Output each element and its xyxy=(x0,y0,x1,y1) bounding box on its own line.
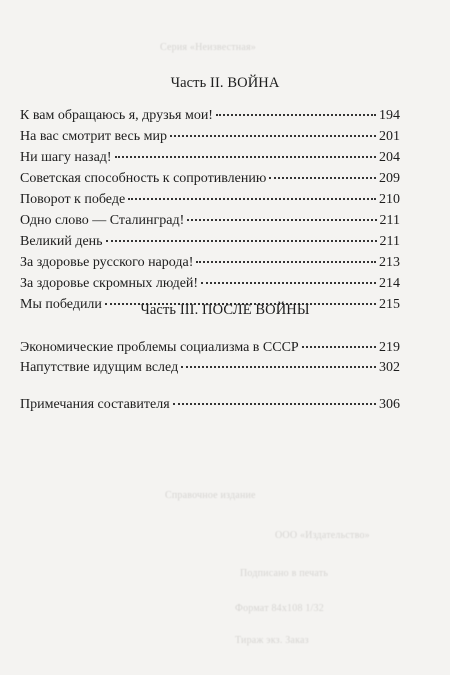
bleed-through-top: Серия «Неизвестная» xyxy=(160,42,256,53)
toc-entry-title: Экономические проблемы социализма в СССР xyxy=(20,340,299,355)
toc-entry-title: Одно слово — Сталинград! xyxy=(20,213,185,228)
toc-entry-title: Великий день xyxy=(20,234,103,249)
toc-entry-page: 214 xyxy=(379,276,400,291)
toc-entry-title: За здоровье скромных людей! xyxy=(20,276,199,291)
leader-dots xyxy=(302,345,376,348)
toc-entry-page: 201 xyxy=(379,129,400,144)
leader-dots xyxy=(115,155,376,158)
leader-dots xyxy=(106,239,377,242)
part-heading: Часть II. ВОЙНА xyxy=(170,75,280,91)
bleed-through-line: Справочное издание xyxy=(165,490,256,501)
toc-entry[interactable] xyxy=(20,253,400,273)
toc-entry-page: 219 xyxy=(379,340,400,355)
part-heading: Часть III. ПОСЛЕ ВОЙНЫ xyxy=(140,302,310,318)
toc-entry-title: Ни шагу назад! xyxy=(20,150,112,165)
toc-entry[interactable] xyxy=(20,338,400,358)
leader-dots xyxy=(269,176,376,179)
toc-entry[interactable] xyxy=(20,358,400,378)
toc-entry-title: За здоровье русского народа! xyxy=(20,255,194,270)
toc-entry-title: Советская способность к сопротивлению xyxy=(20,171,267,186)
toc-entry[interactable] xyxy=(20,148,400,168)
toc-entry-page: 302 xyxy=(379,360,400,375)
bleed-through-line: Подписано в печать xyxy=(240,568,329,579)
toc-entry[interactable] xyxy=(20,211,400,231)
toc-entry-page: 210 xyxy=(379,192,400,207)
toc-entry-title: Примечания составителя xyxy=(20,397,170,412)
toc-entry[interactable] xyxy=(20,106,400,126)
bleed-through-line: ООО «Издательство» xyxy=(275,530,370,541)
leader-dots xyxy=(181,365,376,368)
bleed-through-line: Тираж экз. Заказ xyxy=(235,635,309,646)
toc-entry[interactable] xyxy=(20,127,400,147)
leader-dots xyxy=(173,402,376,405)
toc-entry-page: 204 xyxy=(379,150,400,165)
toc-entry-title: Поворот к победе xyxy=(20,192,126,207)
toc-entry-page: 213 xyxy=(379,255,400,270)
toc-entry-page: 215 xyxy=(379,297,400,312)
toc-entry-appendix[interactable] xyxy=(20,395,400,415)
toc-entry[interactable] xyxy=(20,169,400,189)
toc-entry-page: 209 xyxy=(379,171,400,186)
leader-dots xyxy=(201,281,376,284)
leader-dots xyxy=(216,113,376,116)
toc-entry[interactable] xyxy=(20,190,400,210)
toc-entry-title: К вам обращаюсь я, друзья мои! xyxy=(20,108,213,123)
leader-dots xyxy=(170,134,376,137)
leader-dots xyxy=(128,197,376,200)
toc-entry-page: 211 xyxy=(379,213,400,228)
bleed-through-line: Формат 84х108 1/32 xyxy=(235,603,324,614)
toc-entry-page: 194 xyxy=(379,108,400,123)
toc-entry[interactable] xyxy=(20,274,400,294)
leader-dots xyxy=(187,218,376,221)
toc-entry-title: Мы победили xyxy=(20,297,102,312)
leader-dots xyxy=(196,260,376,263)
toc-entry-title: На вас смотрит весь мир xyxy=(20,129,168,144)
toc-entry-page: 211 xyxy=(379,234,400,249)
toc-entry-title: Напутствие идущим вслед xyxy=(20,360,179,375)
toc-entry[interactable] xyxy=(20,232,400,252)
toc-entry-page: 306 xyxy=(379,397,400,412)
